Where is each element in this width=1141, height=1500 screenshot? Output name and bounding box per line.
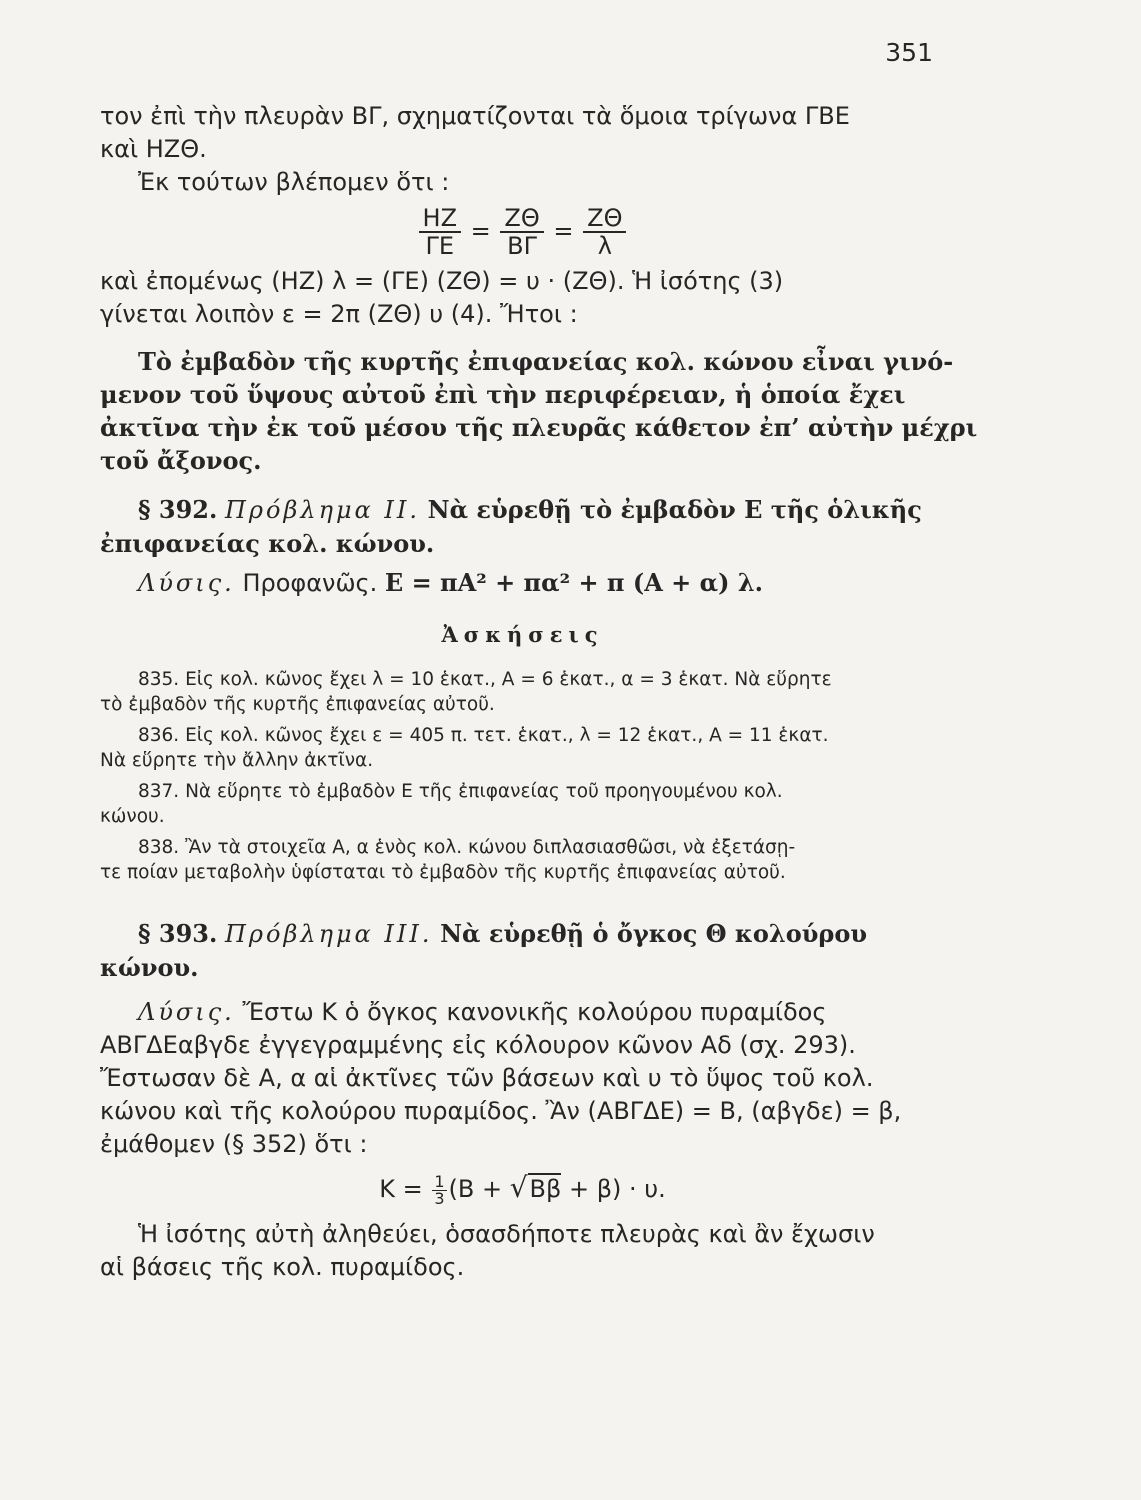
theorem-line: ἀκτῖνα τὴν ἐκ τοῦ μέσου τῆς πλευρᾶς κάθετον ἐπ’ αὐτὴν μέχρι — [100, 413, 978, 442]
solution-label: Λύσις. — [138, 998, 235, 1026]
exercise-line: τε ποίαν μεταβολὴν ὑφίσταται τὸ ἐμβαδὸν τῆς κυρτῆς ἐπιφανείας αὐτοῦ. — [100, 862, 786, 883]
theorem-line: τοῦ ἄξονος. — [100, 446, 262, 475]
denominator: ΓΕ — [425, 232, 455, 260]
ratio-formula — [100, 205, 945, 259]
section-393-heading — [100, 917, 945, 951]
page-number: 351 — [885, 38, 933, 67]
fraction — [583, 205, 626, 259]
fraction — [419, 205, 462, 259]
formula-lhs: Κ = — [379, 1175, 431, 1203]
text-line: ἐμάθομεν (§ 352) ὅτι : — [100, 1130, 368, 1158]
solution-392 — [100, 566, 945, 600]
theorem-line: Τὸ ἐμβαδὸν τῆς κυρτῆς ἐπιφανείας κολ. κώνου εἶναι γινό- — [138, 347, 954, 376]
exercise-line: 837. Νὰ εὕρητε τὸ ἐμβαδὸν Ε τῆς ἐπιφανείας τοῦ προηγουμένου κολ. — [138, 781, 783, 802]
exercise-line: τὸ ἐμβαδὸν τῆς κυρτῆς ἐπιφανείας αὐτοῦ. — [100, 694, 495, 715]
exercise-line: 836. Εἰς κολ. κῶνος ἔχει ε = 405 π. τετ. ἑκατ., λ = 12 ἑκατ., Α = 11 ἑκατ. — [138, 725, 829, 746]
section-number: § 392. — [138, 495, 218, 524]
exercise-line: 838. Ἂν τὰ στοιχεῖα Α, α ἑνὸς κολ. κώνου διπλασιασθῶσι, νὰ ἐξετάσῃ- — [138, 837, 796, 858]
section-number: § 393. — [138, 919, 218, 948]
text-line: αἱ βάσεις τῆς κολ. πυραμίδος. — [100, 1253, 465, 1281]
text-line: Ἡ ἰσότης αὐτὴ ἀληθεύει, ὁσασδήποτε πλευρὰς καὶ ἂν ἔχωσιν — [138, 1220, 875, 1248]
numerator: ΖΘ — [500, 205, 543, 233]
section-392-heading — [100, 493, 945, 527]
text-line: Ἐκ τούτων βλέπομεν ὅτι : — [138, 168, 450, 196]
exercise-line: κώνου. — [100, 806, 165, 827]
text-line: Ἔστωσαν δὲ Α, α αἱ ἀκτῖνες τῶν βάσεων καὶ υ τὸ ὕψος τοῦ κολ. — [100, 1064, 874, 1092]
theorem-line: μενον τοῦ ὕψους αὐτοῦ ἐπὶ τὴν περιφέρειαν, ἡ ὁποία ἔχει — [100, 380, 906, 409]
text-line: καὶ ΗΖΘ. — [100, 135, 207, 163]
denominator: λ — [597, 232, 612, 260]
fraction-one-third — [432, 1171, 446, 1208]
radicand: Ββ — [529, 1175, 562, 1203]
numerator: 1 — [434, 1171, 445, 1191]
text-line: καὶ ἐπομένως (ΗΖ) λ = (ΓΕ) (ΖΘ) = υ · (ΖΘ). Ἡ ἰσότης (3) — [100, 267, 784, 295]
section-title: Νὰ εὑρεθῇ τὸ ἐμβαδὸν Ε τῆς ὁλικῆς — [427, 495, 922, 524]
section-label: Πρόβλημα ΙΙΙ. — [225, 920, 433, 948]
text-line: κώνου καὶ τῆς κολούρου πυραμίδος. Ἂν (ΑΒΓΔΕ) = Β, (αβγδε) = β, — [100, 1097, 902, 1125]
equals-sign: = — [470, 217, 491, 245]
solution-text: Προφανῶς. — [242, 569, 378, 597]
text-line: γίνεται λοιπὸν ε = 2π (ΖΘ) υ (4). Ἤτοι : — [100, 300, 578, 328]
denominator: ΒΓ — [507, 232, 537, 260]
numerator: ΗΖ — [419, 205, 462, 233]
formula-part: + β) · υ. — [561, 1175, 666, 1203]
radical-sign: √ — [509, 1171, 528, 1204]
formula-part: (Β + — [448, 1175, 510, 1203]
text-line: ΑΒΓΔΕαβγδε ἐγγεγραμμένης εἰς κόλουρον κῶνον Αδ (σχ. 293). — [100, 1031, 856, 1059]
solution-393 — [100, 996, 945, 1029]
exercise-line: Νὰ εὕρητε τὴν ἄλλην ἀκτῖνα. — [100, 750, 374, 771]
solution-label: Λύσις. — [138, 569, 235, 597]
volume-formula — [100, 1163, 945, 1214]
text-line: τον ἐπὶ τὴν πλευρὰν ΒΓ, σχηματίζονται τὰ ὅμοια τρίγωνα ΓΒΕ — [100, 102, 850, 130]
section-label: Πρόβλημα ΙΙ. — [225, 496, 420, 524]
exercise-line: 835. Εἰς κολ. κῶνος ἔχει λ = 10 ἑκατ., Α = 6 ἑκατ., α = 3 ἑκατ. Νὰ εὕρητε — [138, 669, 832, 690]
page-body — [100, 100, 978, 1284]
section-title-cont: ἐπιφανείας κολ. κώνου. — [100, 529, 435, 558]
numerator: ΖΘ — [583, 205, 626, 233]
section-title-cont: κώνου. — [100, 953, 199, 982]
section-title: Νὰ εὑρεθῇ ὁ ὄγκος Θ κολούρου — [440, 919, 868, 948]
text-line: Ἔστω Κ ὁ ὄγκος κανονικῆς κολούρου πυραμίδος — [242, 998, 827, 1026]
fraction — [500, 205, 543, 259]
exercises-heading: Ἀσκήσεις — [441, 622, 604, 647]
denominator: 3 — [434, 1188, 445, 1208]
area-formula: Ε = πΑ² + πα² + π (Α + α) λ. — [384, 568, 764, 597]
equals-sign: = — [553, 217, 574, 245]
